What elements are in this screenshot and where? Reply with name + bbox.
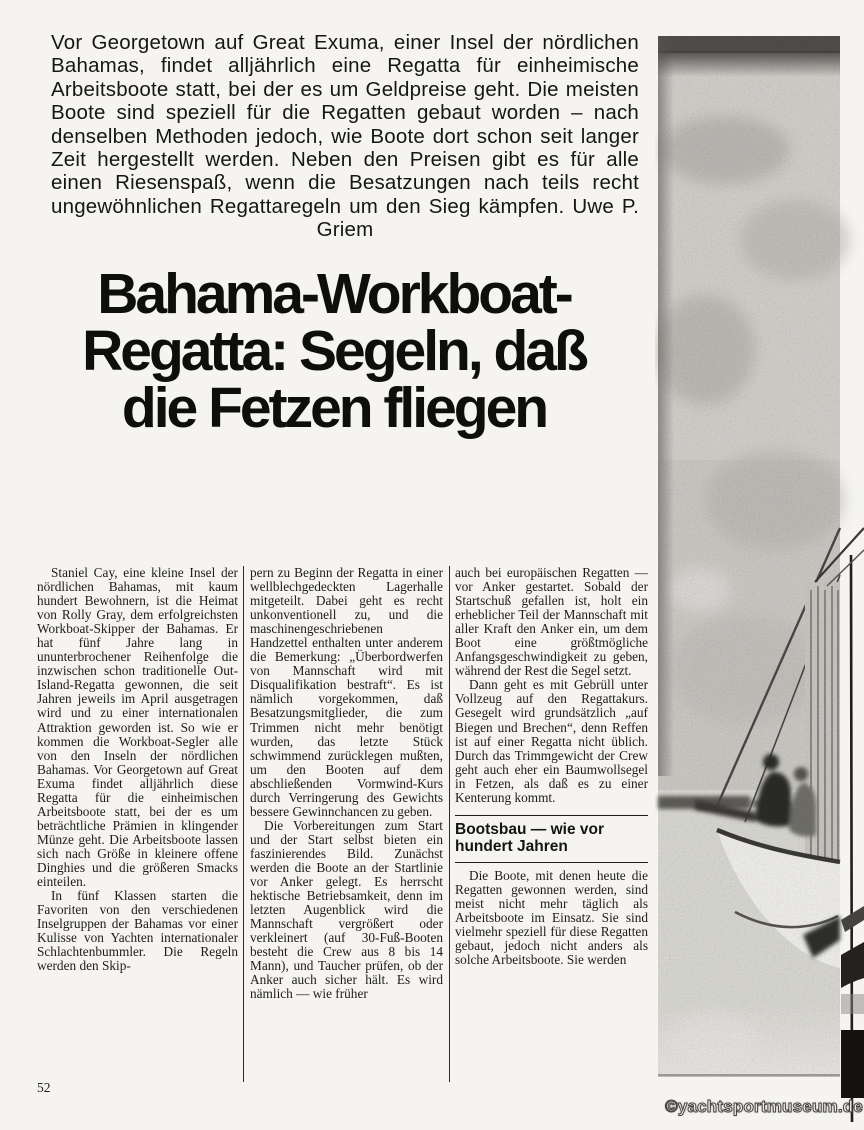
sailboat-photo <box>655 30 864 1125</box>
text-column-1 <box>37 566 238 1082</box>
text-column-3 <box>449 566 648 1082</box>
headline-line-2: Regatta: Segeln, daß <box>82 319 586 383</box>
paragraph: auch bei europäischen Regatten — vor Anker gestartet. Sobald der Startschuß gefallen ist, holt ein erheblicher Teil der Mannschaft mit aller Kraft den Anker ein, um dem Boot eine größtmögliche Anfangsgeschwindigkeit zu geben, während der Rest die Segel setzt. <box>455 566 648 679</box>
paragraph: Staniel Cay, eine kleine Insel der nördlichen Bahamas, mit kaum hundert Bewohnern, ist die Heimat von Rolly Gray, dem erfolgreichsten Workboat-Skipper der Bahamas. Er hat fünf Jahre lang in ununterbrochener Reihenfolge die inzwischen schon traditionelle Out-Island-Regatta gewonnen, die seit Jahren jeweils im April ausgetragen wird und zu einer internationalen Attraktion geworden ist. So wie er kommen die Workboat-Segler alle von den Inseln der nördlichen Bahamas. Vor Georgetown auf Great Exuma findet alljährlich diese Regatta für die einheimischen Arbeitsboote statt, bei der es um beträchtliche Prämien in klingender Münze geht. Die Arbeitsboote lassen sich nach Größe in kleinere offene Dinghies und die größeren Smacks einteilen. <box>37 566 238 890</box>
paragraph: Dann geht es mit Gebrüll unter Vollzeug auf den Regattakurs. Gesegelt wird grundsätzlich „auf Biegen und Brechen“, denn Reffen ist auf einer Regatta nicht üblich. Durch das Trimmgewicht der Crew geht auch eher ein Baumwollsegel in Fetzen, als daß es zu einer Kenterung kommt. <box>455 677 648 805</box>
article-headline <box>38 262 630 440</box>
headline-line-3: die Fetzen fliegen <box>121 376 547 440</box>
page-number: 52 <box>37 1080 51 1095</box>
section-subheading: Bootsbau — wie vor hundert Jahren <box>455 815 648 863</box>
text-column-2 <box>243 566 443 1082</box>
sailboat-photo-graphic <box>655 30 864 1125</box>
headline-line-1: Bahama-Workboat- <box>97 262 571 326</box>
intro-standfirst: Vor Georgetown auf Great Exuma, einer Insel der nördlichen Bahamas, findet alljährlich eine Regatta für einheimische Arbeitsboote statt, bei der es um Geldpreise geht. Die meisten Boote sind speziell für die Regatten gebaut worden – nach denselben Methoden jedoch, wie Boote dort schon seit langer Zeit hergestellt werden. Neben den Preisen gibt es für alle einen Riesenspaß, wenn die Besatzungen nach teils recht ungewöhnlichen Regattaregeln um den Sieg kämpfen. Uwe P. Griem <box>51 31 639 242</box>
paragraph: pern zu Beginn der Regatta in einer wellblechgedeckten Lagerhalle mitgeteilt. Dabei geht es recht unkonventionell zu, und die maschinengeschriebenen Handzettel enthalten unter anderem die Bemerkung: „Überbordwerfen von Mannschaft wird mit Disqualifikation bestraft“. Es ist nämlich vorgekommen, daß Besatzungsmitglieder, die zum Trimmen nicht mehr benötigt wurden, das letzte Stück schwimmend zurücklegen mußten, um den Booten auf dem abschließenden Vormwind-Kurs durch Verringerung des Gewichts bessere Gewinnchancen zu geben. <box>250 566 443 819</box>
article-body <box>37 566 648 1082</box>
paragraph: In fünf Klassen starten die Favoriten von den verschiedenen Inselgruppen der Bahamas vor einer Kulisse von Yachten internationaler Schlachtenbummler. Die Regeln werden den Skip- <box>37 888 238 974</box>
paragraph: Die Boote, mit denen heute die Regatten gewonnen werden, sind meist nicht mehr täglich als Arbeitsboote im Einsatz. Sie sind vielmehr speziell für diese Regatten gebaut, jedoch nicht anders als solche Arbeitsboote. Sie werden <box>455 867 648 968</box>
watermark: ©yachtsportmuseum.de <box>665 1097 863 1116</box>
paragraph: Die Vorbereitungen zum Start und der Start selbst bieten ein faszinierendes Bild. Zunächst werden die Boote an der Startlinie vor Anker gelegt. Es herrscht hektische Betriebsamkeit, denn im letzten Augenblick wird die Mannschaft vergrößert oder verkleinert (auf 30-Fuß-Booten besteht die Crew aus 8 bis 14 Mann), und Taucher prüfen, ob der Anker auch sicher hält. Es wird nämlich — wie früher <box>250 817 443 1002</box>
